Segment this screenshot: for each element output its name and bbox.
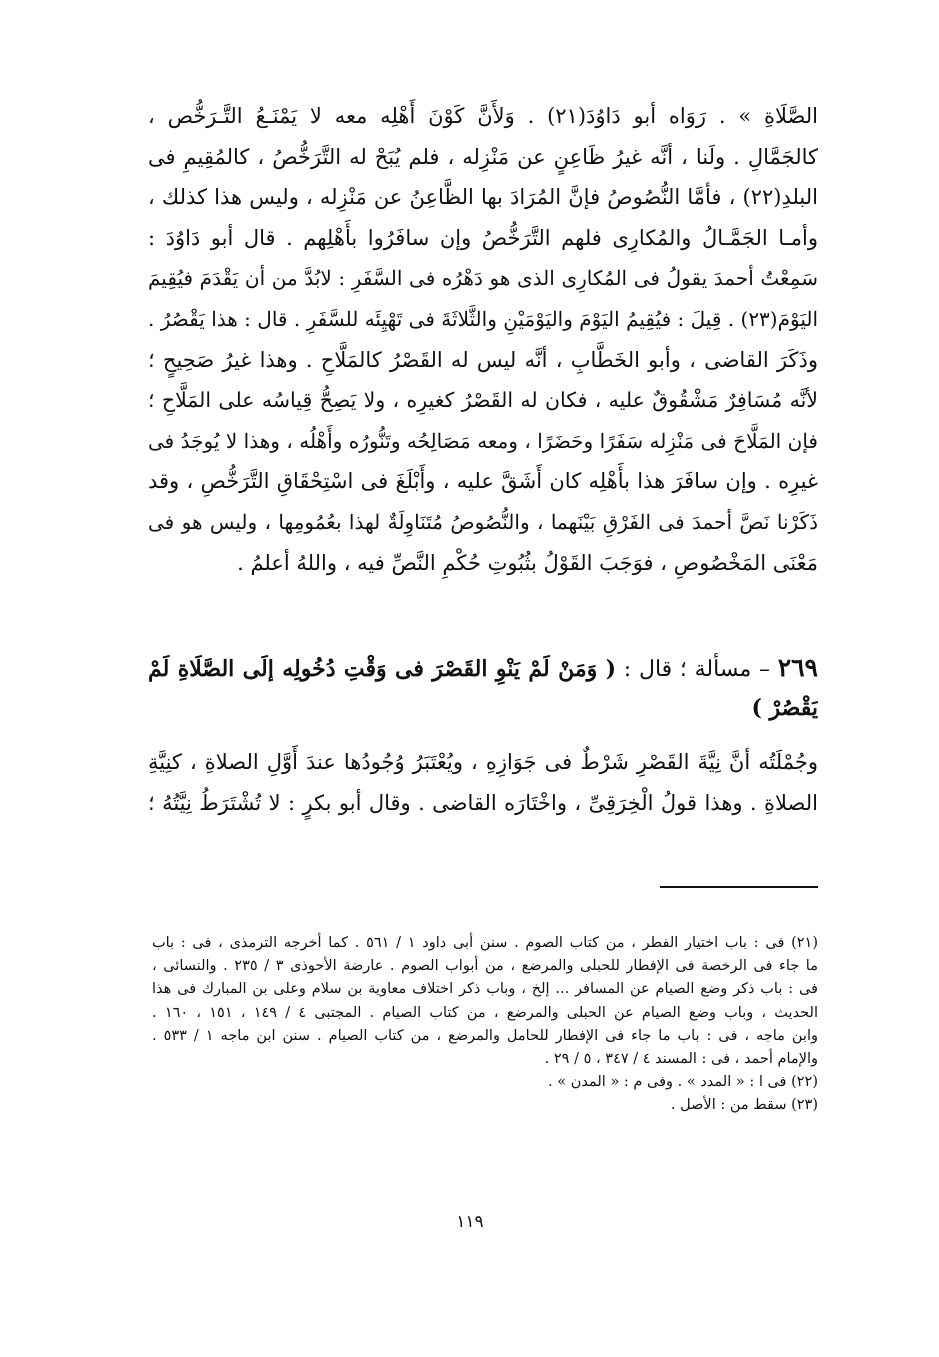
text-line: البلدِ(٢٢) ، فأمَّا النُّصُوصُ فإنَّ المُرَادَ بها الظَّاعِنُ عن مَنْزِله ، وليس هذا كذلك ، [148, 185, 818, 210]
text-line: لأنَّه مُسَافِرٌ مَشْقُوقٌ عليه ، فكان له القَصْرُ كغيرِه ، ولا يَصِحُّ قِياسُه على المَلَّاحِ ؛ [148, 388, 818, 413]
main-paragraph [148, 96, 818, 583]
footnote-line: والإمام أحمد ، فى : المسند ٤ / ٣٤٧ ، ٥ / ٢٩ . [544, 1050, 818, 1067]
footnote-separator [660, 886, 818, 888]
masala-quote: ( وَمَنْ لَمْ يَنْوِ القَصْرَ فى وَقْتِ دُخُولِه إلَى الصَّلَاةِ لَمْ [148, 656, 617, 682]
footnote-line: (٢١) فى : باب اختيار الفطر ، من كتاب الصوم . سنن أبى داود ١ / ٥٦١ . كما أخرجه الترمذى ، فى : باب [152, 935, 818, 951]
masala-number: ٢٦٩ [777, 653, 818, 682]
text-line: وأمـا الجَمَّـالُ والمُكارِى فلهم التَّرَخُّصُ وإن سافَرُوا بأَهْلِهم . قال أبو دَاوُدَ : [148, 225, 818, 250]
footnote-line: فى : باب ذكر وضع الصيام عن المسافر ... إلخ ، وباب ذكر اختلاف معاوية بن سلام وعلى بن المبارك فى هذا [152, 981, 818, 998]
footnote-line: الحديث ، وباب وضع الصيام عن الحبلى والمرضع ، من كتاب الصيام . المجتبى ٤ / ١٤٩ ، ١٥١ ، ١٦٠ . [152, 1004, 818, 1021]
text-line: غيرِه . وإن سافَرَ هذا بأَهْلِه كان أَشَقَّ عليه ، وأَبْلَغَ فى اسْتِحْقَاقِ التَّرَخُّصِ ، وقد [148, 469, 818, 494]
masala-heading-line [148, 688, 818, 728]
second-paragraph [148, 742, 818, 823]
text-line: وجُمْلَتُه أنَّ نِيَّةَ القَصْرِ شَرْطٌ فى جَوَازِهِ ، ويُعْتَبَرُ وُجُودُها عندَ أَوَّلِ الصلاةِ ، كنِيَّةِ [148, 750, 818, 774]
masala-quote-end: يَقْصُرْ ) [751, 695, 818, 721]
text-line: اليَوْمَ(٢٣) . قِيلَ : فيُقِيمُ اليَوْمَ واليَوْمَيْنِ والثَّلاثَةَ فى تَهْيِئَه للسَّفَرِ . قال : هذا يَقْصُرُ . [148, 306, 818, 331]
footnote-line: (٢٣) سقط من : الأصل . [670, 1097, 818, 1114]
text-line: ذَكَرْنا نَصَّ أحمدَ فى الفَرْقِ بَيْنَهما ، والنُّصُوصُ مُتَنَاوِلَةٌ لهذا بعُمُومِها ، وليس هو فى [148, 509, 818, 534]
footnotes [152, 932, 818, 1118]
masala-heading-line [148, 648, 818, 688]
text-line: الصلاةِ . وهذا قولُ الْخِرَقِىِّ ، واخْتَارَه القاضى . وقال أبو بكرٍ : لا تُشْتَرَطُ نِيَّتُهُ ؛ [148, 790, 818, 815]
footnote-line: وابن ماجه ، فى : باب ما جاء فى الإفطار للحامل والمرضع ، من كتاب الصيام . سنن ابن ماجه ١ / ٥٣٣ . [152, 1027, 818, 1044]
page-number: ١١٩ [456, 1212, 484, 1232]
text-line: وذَكَرَ القاضى ، وأبو الخَطَّابِ ، أنَّه ليس له القَصْرُ كالمَلَّاحِ . وهذا غيرُ صَحِيحٍ ؛ [148, 347, 818, 372]
text-line: الصَّلَاةِ » . رَوَاه أبو دَاوُدَ(٢١) . وَلأَنَّ كَوْنَ أَهْلِه معه لا يَمْنَـعُ التَّـرَخُّص ، [148, 104, 818, 128]
masala-prefix: – مسألة ؛ قال : [616, 657, 778, 682]
text-line: مَعْنَى المَخْصُوصِ ، فوَجَبَ القَوْلُ بثُبُوتِ حُكْمِ النَّصِّ فيه ، واللهُ أعلمُ . [237, 550, 818, 575]
masala-heading [148, 648, 818, 728]
text-line: فإن المَلَّاحَ فى مَنْزِله سَفَرًا وحَضَرًا ، ومعه مَصَالِحُه وتَنُّورُه وأَهْلُه ، وهذا لا يُوجَدُ فى [148, 428, 818, 453]
text-line: سَمِعْتُ أحمدَ يقولُ فى المُكارِى الذى هو دَهْرُه فى السَّفَرِ : لابُدَّ من أن يَقْدَمَ فيُقِيمَ [148, 266, 818, 291]
text-line: كالجَمَّالِ . ولَنا ، أنَّه غيرُ ظَاعِنٍ عن مَنْزِله ، فلم يُبَحْ له التَّرَخُّصُ ، كالمُقِيمِ فى [148, 144, 818, 169]
footnote-line: (٢٢) فى ا : « المدد » . وفى م : « المدن » . [548, 1074, 818, 1091]
footnote-line: ما جاء فى الرخصة فى الإفطار للحبلى والمرضع ، من أبواب الصوم . عارضة الأحوذى ٣ / ٢٣٥ . والنسائى ، [152, 958, 818, 975]
